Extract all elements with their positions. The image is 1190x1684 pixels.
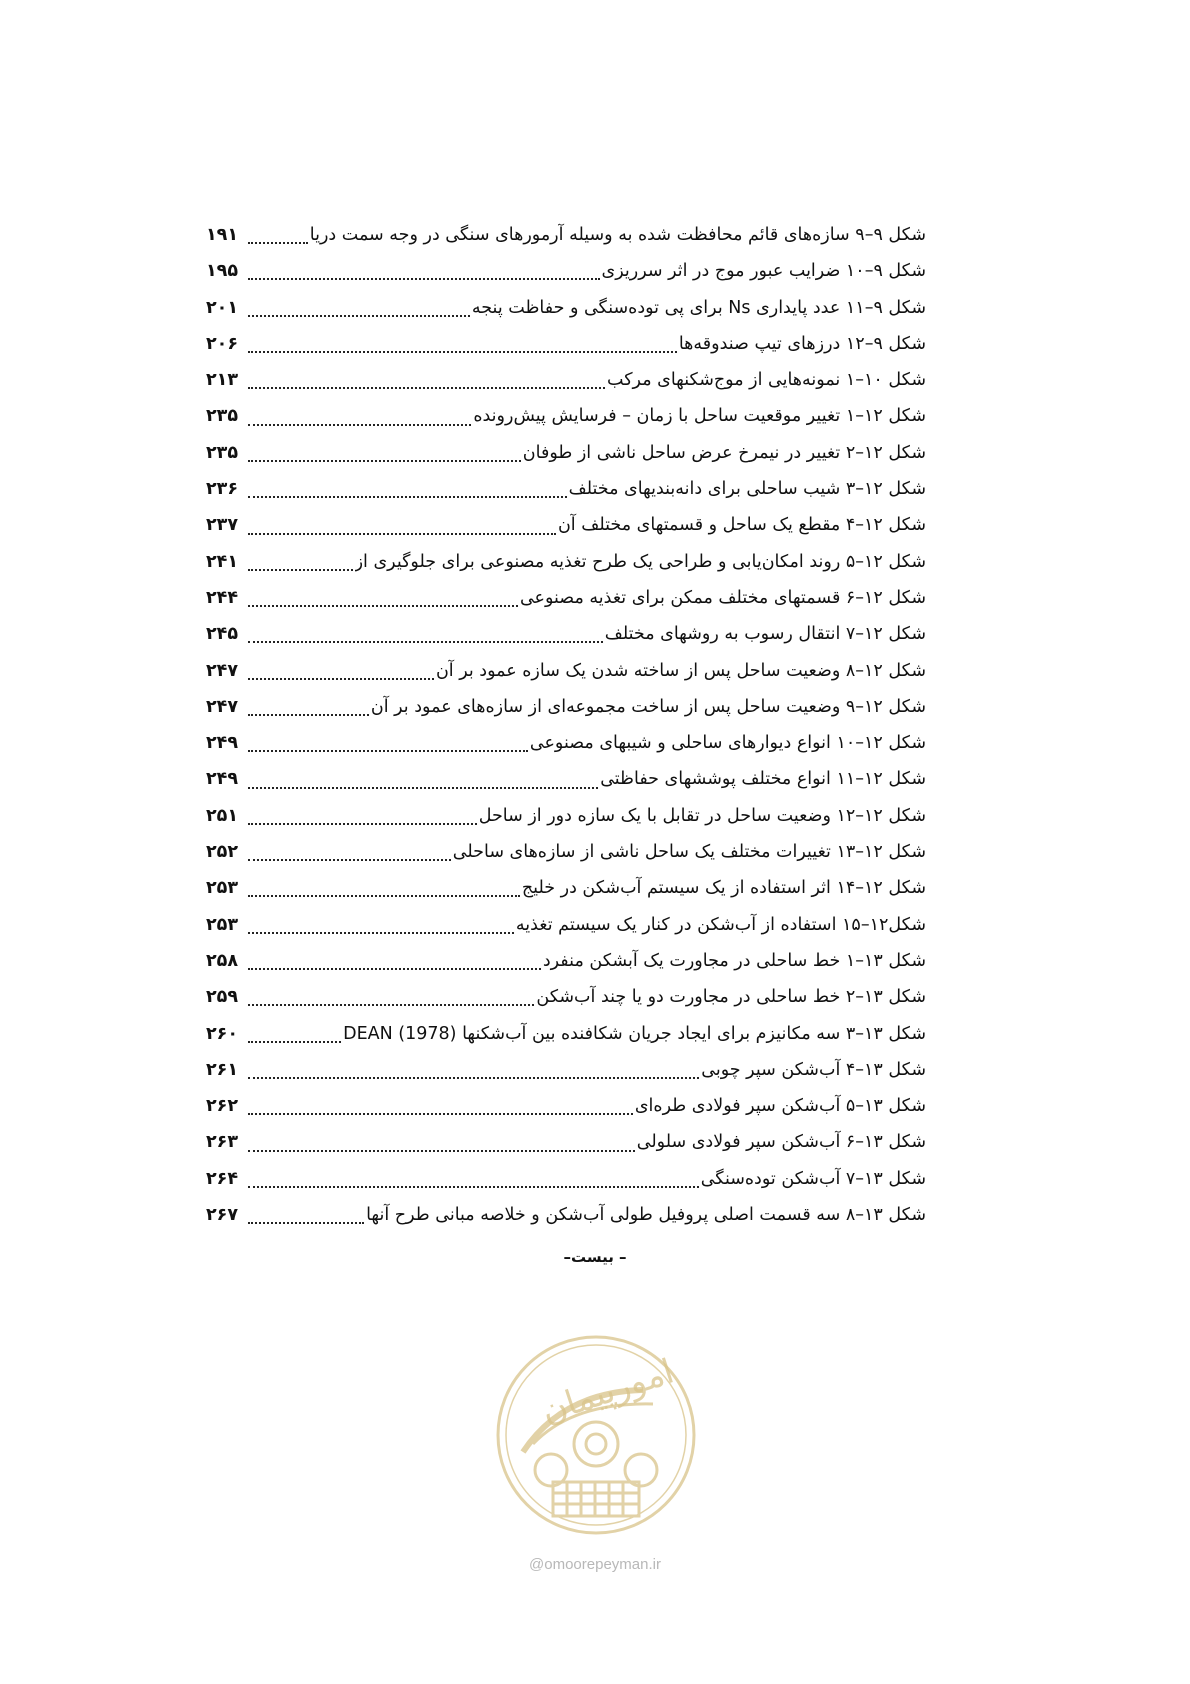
toc-entry-label: شکل ۱۲–۸ وضعیت ساحل پس از ساخته شدن یک سازه عمود بر آن xyxy=(435,660,926,681)
toc-entry-label: شکل ۱۲–۴ مقطع یک ساحل و قسمتهای مختلف آن xyxy=(557,515,926,536)
toc-dot-leader xyxy=(248,1186,699,1188)
toc-entry-label: شکل ۱۲–۱۰ انواع دیوارهای ساحلی و شیبهای مصنوعی xyxy=(529,733,926,754)
toc-entry-page: ۲۰۱ xyxy=(206,297,239,318)
toc-entry-page: ۲۰۶ xyxy=(206,333,239,354)
toc-entry xyxy=(206,471,926,507)
toc-dot-leader xyxy=(248,315,470,317)
toc-entry-label: شکل ۱۲–۲ تغییر در نیمرخ عرض ساحل ناشی از طوفان xyxy=(522,442,926,463)
table-of-figures xyxy=(206,217,926,1233)
toc-entry-page: ۲۵۱ xyxy=(206,805,239,826)
toc-entry xyxy=(206,544,926,580)
toc-entry-page: ۲۵۳ xyxy=(206,914,239,935)
toc-entry-label: شکل ۹–۱۲ درزهای تیپ صندوقه‌ها xyxy=(678,333,926,354)
toc-entry-label: شکل ۱۲–۹ وضعیت ساحل پس از ساخت مجموعه‌ای از سازه‌های عمود بر آن xyxy=(370,696,926,717)
toc-dot-leader xyxy=(248,605,518,607)
toc-entry-label: شکل ۱۲–۶ قسمتهای مختلف ممکن برای تغذیه مصنوعی xyxy=(519,587,926,608)
toc-dot-leader xyxy=(248,496,567,498)
toc-entry xyxy=(206,1124,926,1160)
toc-dot-leader xyxy=(248,1041,341,1043)
toc-dot-leader xyxy=(248,424,471,426)
toc-entry xyxy=(206,616,926,652)
toc-entry-label: شکل ۱۲–۱۴ اثر استفاده از یک سیستم آب‌شکن در خلیج xyxy=(521,878,926,899)
toc-entry-label: شکل ۱۲–۷ انتقال رسوب به روشهای مختلف xyxy=(604,624,926,645)
toc-dot-leader xyxy=(248,750,528,752)
toc-entry xyxy=(206,979,926,1015)
toc-entry-page: ۲۳۷ xyxy=(206,515,239,536)
toc-entry-label: شکل ۱۳–۳ سه مکانیزم برای ایجاد جریان شکافنده بین آب‌شکنها DEAN (1978) xyxy=(343,1023,926,1044)
toc-entry-label: شکل۱۲–۱۵ استفاده از آب‌شکن در کنار یک سیستم تغذیه xyxy=(515,914,926,935)
toc-entry-page: ۲۶۴ xyxy=(206,1168,239,1189)
watermark-url: @omoorepeyman.ir xyxy=(529,1556,661,1573)
toc-entry-page: ۲۴۵ xyxy=(206,624,239,645)
toc-entry-label: شکل ۱۲–۱۲ وضعیت ساحل در تقابل با یک سازه دور از ساحل xyxy=(478,805,926,826)
toc-dot-leader xyxy=(248,1113,633,1115)
toc-entry xyxy=(206,689,926,725)
toc-entry-page: ۲۴۷ xyxy=(206,696,239,717)
toc-entry-page: ۲۶۰ xyxy=(206,1023,239,1044)
toc-entry xyxy=(206,253,926,289)
toc-entry-page: ۲۴۹ xyxy=(206,733,239,754)
toc-entry-page: ۲۶۲ xyxy=(206,1096,239,1117)
toc-entry-label: شکل ۱۳–۸ سه قسمت اصلی پروفیل طولی آب‌شکن و خلاصه مبانی طرح آنها xyxy=(366,1205,926,1226)
toc-entry xyxy=(206,1088,926,1124)
toc-dot-leader xyxy=(248,714,369,716)
toc-dot-leader xyxy=(248,533,556,535)
toc-dot-leader xyxy=(248,387,605,389)
toc-entry-label: شکل ۱۲–۱ تغییر موقعیت ساحل با زمان – فرسایش پیش‌رونده xyxy=(473,406,926,427)
toc-entry-label: شکل ۱۳–۵ آب‌شکن سپر فولادی طره‌ای xyxy=(634,1096,926,1117)
toc-entry xyxy=(206,1016,926,1052)
toc-entry xyxy=(206,1161,926,1197)
toc-dot-leader xyxy=(248,932,514,934)
toc-entry-label: شکل ۱۲–۵ روند امکان‌یابی و طراحی یک طرح تغذیه مصنوعی برای جلوگیری از xyxy=(354,551,926,572)
toc-dot-leader xyxy=(248,678,434,680)
toc-entry-page: ۲۵۲ xyxy=(206,842,239,863)
toc-entry-page: ۲۶۷ xyxy=(206,1205,239,1226)
toc-entry-label: شکل ۱۳–۷ آب‌شکن توده‌سنگی xyxy=(700,1168,926,1189)
toc-dot-leader xyxy=(248,859,451,861)
watermark-logo-text: امورپیمان xyxy=(536,1351,679,1432)
toc-entry-label: شکل ۱۲–۱۱ انواع مختلف پوششهای حفاظتی xyxy=(600,769,926,790)
toc-entry-label: شکل ۹–۱۱ عدد پایداری Ns برای پی توده‌سنگی و حفاظت پنجه xyxy=(471,297,926,318)
toc-dot-leader xyxy=(248,278,600,280)
toc-entry-page: ۲۵۸ xyxy=(206,950,239,971)
toc-entry-label: شکل ۱۳–۱ خط ساحلی در مجاورت یک آبشکن منفرد xyxy=(542,950,926,971)
watermark-logo xyxy=(493,1332,699,1538)
toc-entry-label: شکل ۹–۹ سازه‌های قائم محافظت شده به وسیله آرمورهای سنگی در وجه سمت دریا xyxy=(309,225,926,245)
toc-dot-leader xyxy=(248,351,677,353)
toc-dot-leader xyxy=(248,460,521,462)
toc-dot-leader xyxy=(248,823,477,825)
toc-dot-leader xyxy=(248,895,520,897)
toc-entry xyxy=(206,507,926,543)
toc-entry-label: شکل ۱۲–۱۳ تغییرات مختلف یک ساحل ناشی از سازه‌های ساحلی xyxy=(452,842,926,863)
toc-entry-page: ۲۴۷ xyxy=(206,660,239,681)
toc-entry xyxy=(206,1197,926,1233)
toc-entry xyxy=(206,217,926,253)
toc-entry-label: شکل ۱۰–۱ نمونه‌هایی از موج‌شکنهای مرکب xyxy=(607,370,926,391)
toc-entry-page: ۲۴۹ xyxy=(206,769,239,790)
toc-entry xyxy=(206,580,926,616)
toc-entry-label: شکل ۱۳–۲ خط ساحلی در مجاورت دو یا چند آب‌شکن xyxy=(536,987,926,1008)
toc-entry xyxy=(206,870,926,906)
toc-entry-label: شکل ۹–۱۰ ضرایب عبور موج در اثر سرریزی xyxy=(601,261,926,282)
toc-dot-leader xyxy=(248,641,603,643)
toc-entry xyxy=(206,761,926,797)
toc-entry-label: شکل ۱۳–۶ آب‌شکن سپر فولادی سلولی xyxy=(636,1132,926,1153)
toc-entry-page: ۲۴۴ xyxy=(206,587,239,608)
toc-entry xyxy=(206,435,926,471)
toc-entry xyxy=(206,362,926,398)
toc-entry xyxy=(206,943,926,979)
toc-entry-page: ۲۳۶ xyxy=(206,479,239,500)
toc-entry xyxy=(206,907,926,943)
toc-dot-leader xyxy=(248,1150,635,1152)
toc-entry xyxy=(206,834,926,870)
toc-dot-leader xyxy=(248,242,308,244)
toc-entry xyxy=(206,725,926,761)
toc-dot-leader xyxy=(248,1222,364,1224)
toc-entry-page: ۲۳۵ xyxy=(206,442,239,463)
toc-entry-page: ۲۶۱ xyxy=(206,1059,239,1080)
toc-entry-page: ۲۴۱ xyxy=(206,551,239,572)
toc-dot-leader xyxy=(248,968,541,970)
toc-entry-page: ۲۳۵ xyxy=(206,406,239,427)
toc-entry-page: ۲۵۳ xyxy=(206,878,239,899)
toc-entry xyxy=(206,398,926,434)
toc-entry-page: ۱۹۱ xyxy=(206,225,239,245)
toc-dot-leader xyxy=(248,1077,699,1079)
toc-entry-page: ۲۵۹ xyxy=(206,987,239,1008)
toc-entry xyxy=(206,798,926,834)
toc-entry xyxy=(206,326,926,362)
toc-entry-label: شکل ۱۳–۴ آب‌شکن سپر چوبی xyxy=(701,1059,926,1080)
toc-entry-page: ۱۹۵ xyxy=(206,261,239,282)
toc-entry xyxy=(206,290,926,326)
page-number: – بیست– xyxy=(563,1248,627,1266)
toc-entry xyxy=(206,1052,926,1088)
toc-entry xyxy=(206,653,926,689)
toc-dot-leader xyxy=(248,569,353,571)
toc-dot-leader xyxy=(248,1004,534,1006)
toc-entry-label: شکل ۱۲–۳ شیب ساحلی برای دانه‌بندیهای مختلف xyxy=(568,479,926,500)
toc-dot-leader xyxy=(248,787,598,789)
toc-entry-page: ۲۱۳ xyxy=(206,370,239,391)
toc-entry-page: ۲۶۳ xyxy=(206,1132,239,1153)
